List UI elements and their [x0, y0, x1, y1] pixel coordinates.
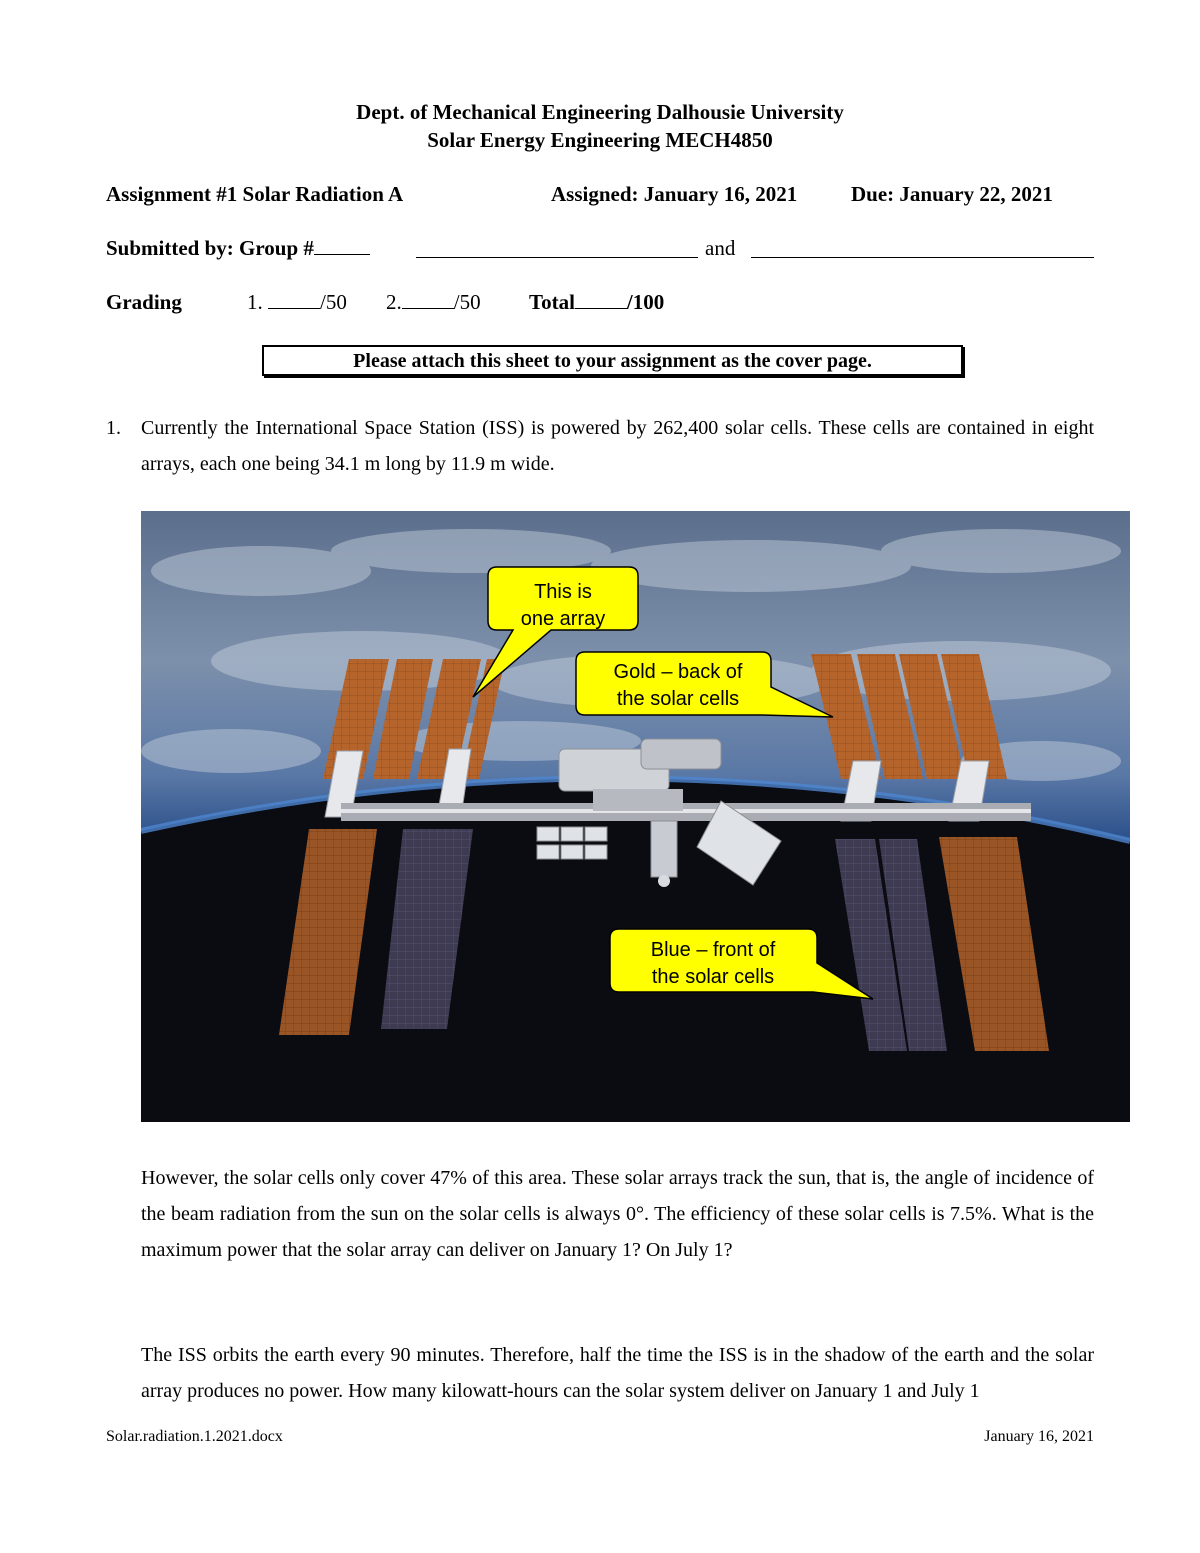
grading-item-1-blank [268, 290, 320, 309]
grading-total-max: /100 [626, 290, 665, 314]
submitted-by-row [106, 236, 370, 261]
grading-total-blank [575, 290, 627, 309]
footer-date: January 16, 2021 [984, 1428, 1094, 1445]
grading-item-2-max: /50 [453, 290, 481, 314]
footer-filename: Solar.radiation.1.2021.docx [106, 1428, 283, 1445]
grading-item-2-blank [402, 290, 454, 309]
grading-item-1-max: /50 [320, 290, 347, 314]
callout-one-array-line1: This is [534, 581, 592, 603]
department-heading: Dept. of Mechanical Engineering Dalhousie University [356, 100, 844, 124]
member-two-blank [751, 239, 1094, 258]
callout-gold-line2: the solar cells [616, 688, 740, 710]
grading-label: Grading [106, 290, 182, 314]
callout-blue-line2: the solar cells [651, 966, 775, 988]
question-1-paragraph-2: However, the solar cells only cover 47% of this area. These solar arrays track the sun, that is, the angle of incidence of the beam radiation from the sun on the solar cells is always 0°. The efficiency of these solar cells is 7.5%. What is the maximum power that the solar array can deliver on January 1? On July 1? [141, 1167, 1094, 1261]
course-heading: Solar Energy Engineering MECH4850 [427, 128, 773, 152]
grading-item-2-number: 2. [386, 290, 402, 314]
group-number-blank [314, 236, 370, 255]
cover-page-notice: Please attach this sheet to your assignment as the cover page. [262, 345, 963, 376]
submitted-by-label: Submitted by: Group # [106, 236, 314, 260]
callout-one-array-line2: one array [520, 608, 606, 630]
assigned-date: Assigned: January 16, 2021 [551, 182, 798, 206]
upper-right-arrays [811, 654, 1007, 779]
due-date: Due: January 22, 2021 [851, 182, 1053, 206]
grading-item-2 [386, 290, 481, 315]
and-label: and [705, 236, 736, 260]
question-1-number: 1. [106, 417, 121, 439]
question-1-intro: Currently the International Space Station (ISS) is powered by 262,400 solar cells. These cells are contained in eight arrays, each one being 34.1 m long by 11.9 m wide. [141, 417, 1094, 475]
member-one-blank [416, 239, 698, 258]
grading-item-1 [247, 290, 347, 315]
grading-total-label: Total [529, 290, 575, 314]
assignment-title: Assignment #1 Solar Radiation A [106, 182, 404, 206]
grading-total [529, 290, 664, 315]
callout-gold-line1: Gold – back of [613, 661, 743, 683]
question-1-paragraph-3: The ISS orbits the earth every 90 minutes. Therefore, half the time the ISS is in the shadow of the earth and the solar array produces no power. How many kilowatt-hours can the solar system deliver on January 1 and July 1 [141, 1344, 1094, 1402]
grading-item-1-number: 1. [247, 290, 263, 314]
iss-photo [141, 511, 1130, 1122]
callout-blue-line1: Blue – front of [650, 939, 776, 961]
